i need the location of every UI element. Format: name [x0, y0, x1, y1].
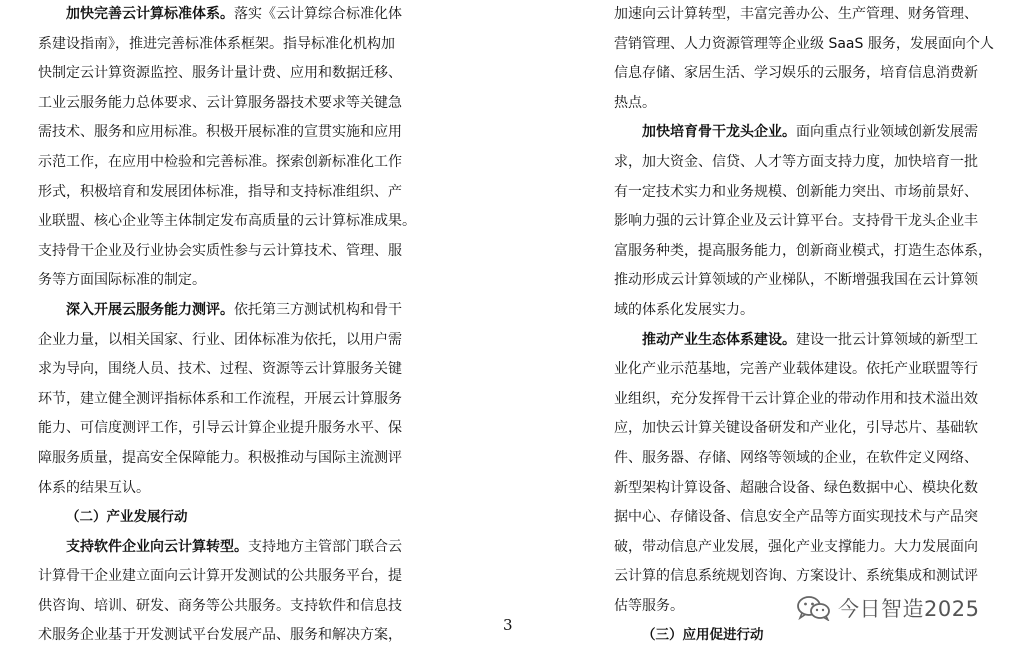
paragraph-lead: 深入开展云服务能力测评。	[66, 301, 234, 318]
paragraph-lead: 加快培育骨干龙头企业。	[642, 124, 796, 141]
text-line: 计算骨干企业建立面向云计算开发测试的公共服务平台，提	[38, 568, 402, 585]
left-column	[38, 0, 444, 651]
text-line: 能力、可信度测评工作，引导云计算企业提升服务水平、保	[38, 420, 402, 437]
text-line: 求，加大资金、信贷、人才等方面支持力度，加快培育一批	[614, 153, 978, 170]
text-line: 业组织，充分发挥骨干云计算企业的带动作用和技术溢出效	[614, 390, 978, 407]
text-line: 务等方面国际标准的制定。	[38, 272, 206, 289]
text-line: 信息存储、家居生活、学习娱乐的云服务，培育信息消费新	[614, 65, 978, 82]
watermark	[796, 593, 979, 623]
section-heading: （三）应用促进行动	[642, 627, 764, 644]
section-heading: （二）产业发展行动	[66, 509, 188, 526]
text-line: 推动形成云计算领域的产业梯队，不断增强我国在云计算领	[614, 272, 978, 289]
text-line: 加快完善云计算标准体系。落实《云计算综合标准化体	[66, 6, 402, 22]
text-line: 工业云服务能力总体要求、云计算服务器技术要求等关键急	[38, 94, 402, 111]
text-line: 估等服务。	[614, 597, 684, 614]
text-line: 业联盟、核心企业等主体制定发布高质量的云计算标准成果。	[38, 213, 416, 230]
text-line: 需技术、服务和应用标准。积极开展标准的宣贯实施和应用	[38, 124, 402, 141]
text-line: 系建设指南》，推进完善标准体系框架。指导标准化机构加	[38, 35, 395, 52]
text-line: 有一定技术实力和业务规模、创新能力突出、市场前景好、	[614, 183, 978, 200]
text-line: 体系的结果互认。	[38, 479, 150, 496]
text-line: 件、服务器、存储、网络等领域的企业，在软件定义网络、	[614, 449, 978, 466]
text-line: 云计算的信息系统规划咨询、方案设计、系统集成和测试评	[614, 568, 978, 585]
text-line: 示范工作，在应用中检验和完善标准。探索创新标准化工作	[38, 153, 402, 170]
text-line: 富服务种类，提高服务能力，创新商业模式，打造生态体系，	[614, 242, 992, 259]
text-line: 推动产业生态体系建设。建设一批云计算领域的新型工	[642, 331, 978, 348]
text-line: 企业力量，以相关国家、行业、团体标准为依托，以用户需	[38, 331, 402, 348]
watermark-text: 今日智造2025	[838, 597, 980, 621]
text-line: 加速向云计算转型，丰富完善办公、生产管理、财务管理、	[614, 6, 978, 22]
text-line: 新型架构计算设备、超融合设备、绿色数据中心、模块化数	[614, 479, 978, 496]
text-line: 破，带动信息产业发展，强化产业支撑能力。大力发展面向	[614, 538, 978, 555]
right-column	[614, 0, 1008, 651]
wechat-icon	[796, 595, 832, 621]
text-line: 求为导向，围绕人员、技术、过程、资源等云计算服务关键	[38, 361, 402, 378]
paragraph-standards	[38, 0, 444, 296]
text-line: 应，加快云计算关键设备研发和产业化，引导芯片、基础软	[614, 420, 978, 437]
text-line: 支持骨干企业及行业协会实质性参与云计算技术、管理、服	[38, 242, 402, 259]
paragraph-lead: 加快完善云计算标准体系。	[66, 6, 234, 22]
paragraph-lead: 推动产业生态体系建设。	[642, 331, 796, 348]
paragraph-service-evaluation	[38, 296, 444, 503]
paragraph-leading-enterprises	[614, 118, 1008, 325]
text-line: 环节，建立健全测评指标体系和工作流程，开展云计算服务	[38, 390, 402, 407]
text-line: 障服务质量，提高安全保障能力。积极推动与国际主流测评	[38, 449, 402, 466]
text-line: 术服务企业基于开发测试平台发展产品、服务和解决方案，	[38, 627, 402, 644]
text-line: 营销管理、人力资源管理等企业级 SaaS 服务，发展面向个人	[614, 35, 994, 52]
text-line: 域的体系化发展实力。	[614, 301, 754, 318]
text-line: 业化产业示范基地，完善产业载体建设。依托产业联盟等行	[614, 361, 978, 378]
paragraph-software-transition	[38, 533, 444, 651]
text-line: 形式，积极培育和发展团体标准，指导和支持标准组织、产	[38, 183, 402, 200]
text-line: 深入开展云服务能力测评。依托第三方测试机构和骨干	[66, 301, 402, 318]
text-line: 据中心、存储设备、信息安全产品等方面实现技术与产品突	[614, 509, 978, 526]
text-line: 支持软件企业向云计算转型。支持地方主管部门联合云	[66, 538, 402, 555]
paragraph-industry-ecosystem	[614, 326, 1008, 622]
text-line: 快制定云计算资源监控、服务计量计费、应用和数据迁移、	[38, 65, 402, 82]
text-line: 热点。	[614, 94, 656, 111]
text-line: 加快培育骨干龙头企业。面向重点行业领域创新发展需	[642, 124, 978, 141]
paragraph-lead: 支持软件企业向云计算转型。	[66, 538, 248, 555]
text-line: 供咨询、培训、研发、商务等公共服务。支持软件和信息技	[38, 597, 402, 614]
page-number: 3	[503, 616, 513, 634]
paragraph-continued	[614, 0, 1008, 118]
text-line: 影响力强的云计算企业及云计算平台。支持骨干龙头企业丰	[614, 213, 978, 230]
